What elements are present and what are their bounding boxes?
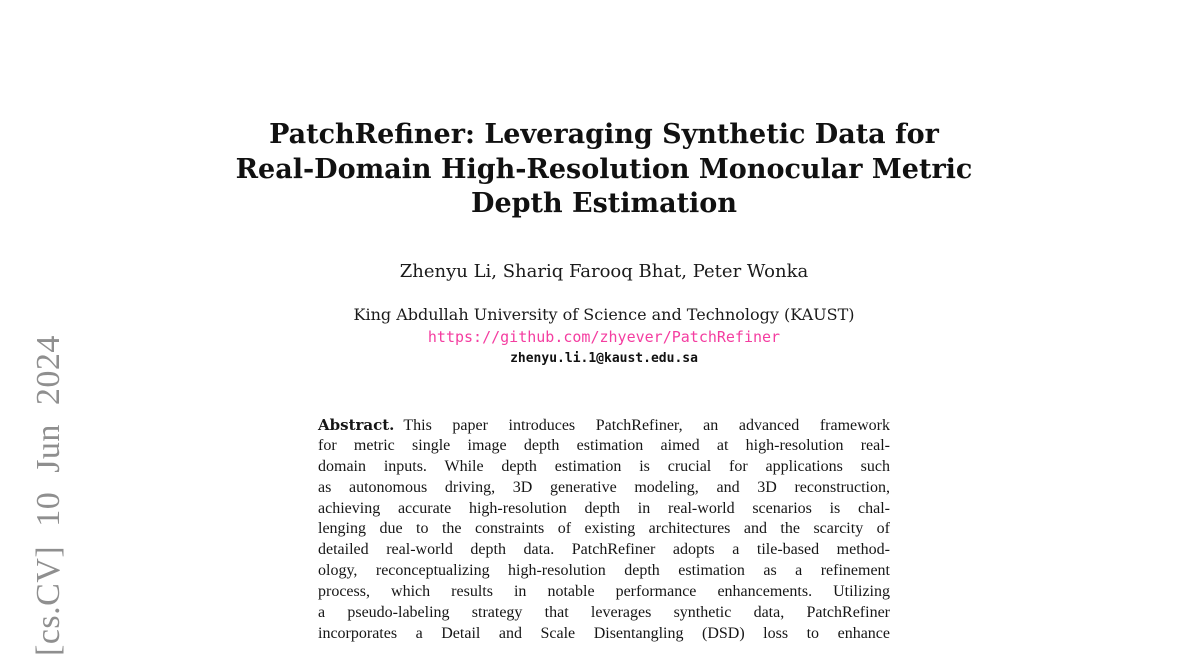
abstract-text: This paper introduces PatchRefiner, an advanced framework (403, 417, 890, 434)
arxiv-stamp: [cs.CV] 10 Jun 2024 (30, 335, 67, 656)
abstract-label: Abstract. (318, 416, 395, 434)
email-address: zhenyu.li.1@kaust.edu.sa (510, 351, 698, 366)
abstract-line: a pseudo-labeling strategy that leverages synthetic data, PatchRefiner (318, 604, 890, 622)
abstract-line: achieving accurate high-resolution depth in real-world scenarios is chal- (318, 499, 890, 517)
abstract-line: ology, reconceptualizing high-resolution depth estimation as a refinement (318, 562, 890, 580)
paper-title-line-2: Real-Domain High-Resolution Monocular Metric (235, 153, 973, 185)
abstract-line: as autonomous driving, 3D generative modeling, and 3D reconstruction, (318, 478, 890, 496)
affiliation-line: King Abdullah University of Science and Technology (KAUST) (353, 305, 855, 324)
abstract-line: lenging due to the constraints of existing architectures and the scarcity of (318, 520, 890, 538)
paper-title (0, 118, 1200, 222)
abstract-line: for metric single image depth estimation aimed at high-resolution real- (318, 436, 890, 454)
abstract-line: process, which results in notable performance enhancements. Utilizing (318, 583, 890, 601)
paper-title-line-3: Depth Estimation (471, 188, 737, 219)
abstract-line (318, 415, 890, 436)
link-line (0, 328, 1200, 346)
paper-title-line-1: PatchRefiner: Leveraging Synthetic Data for (269, 119, 939, 150)
abstract-line: detailed real-world depth data. PatchRefiner adopts a tile-based method- (318, 541, 890, 559)
abstract-line: domain inputs. While depth estimation is crucial for applications such (318, 457, 890, 475)
abstract-line: incorporates a Detail and Scale Disentangling (DSD) loss to enhance (318, 624, 890, 642)
authors-line: Zhenyu Li, Shariq Farooq Bhat, Peter Wonka (399, 261, 809, 282)
abstract-block (318, 415, 890, 645)
github-link[interactable]: https://github.com/zhyever/PatchRefiner (427, 328, 781, 346)
